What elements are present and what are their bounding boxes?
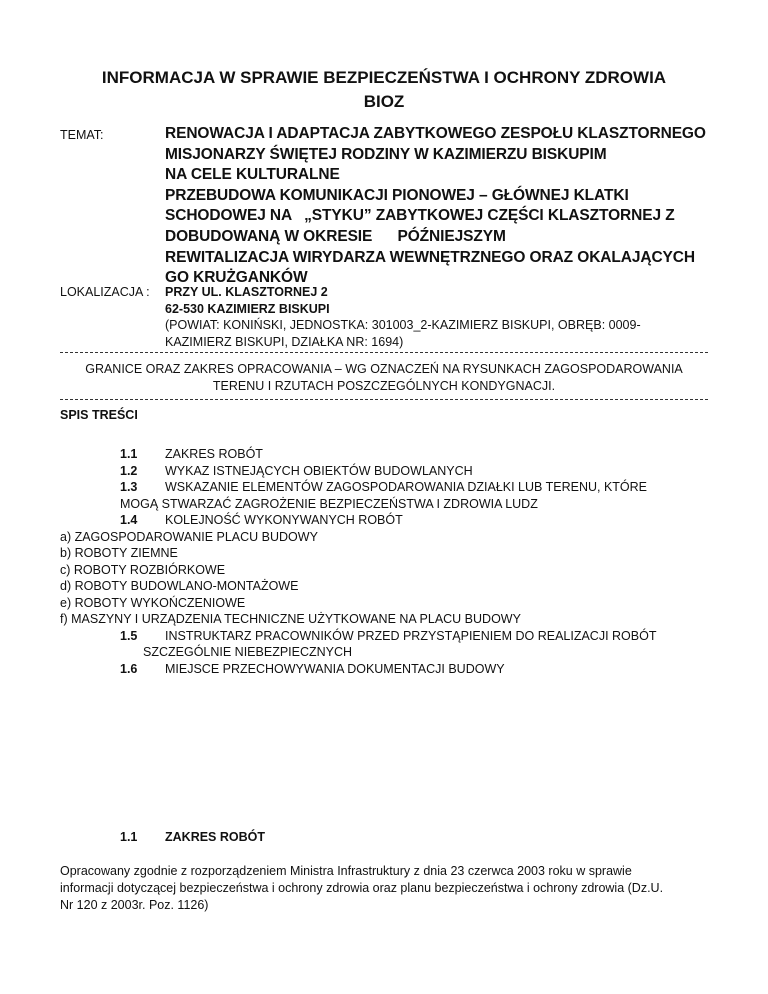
toc-subitem xyxy=(0,529,768,546)
address-detail: (POWIAT: KONIŃSKI, JEDNOSTKA: 301003_2-KAZIMIERZ BISKUPI, OBRĘB: 0009- xyxy=(165,318,641,332)
document-title: INFORMACJA W SPRAWIE BEZPIECZEŃSTWA I OCHRONY ZDROWIA xyxy=(101,68,667,87)
address-city: 62-530 KAZIMIERZ BISKUPI xyxy=(165,301,330,316)
toc-item-label: WYKAZ ISTNEJĄCYCH OBIEKTÓW BUDOWLANYCH xyxy=(165,463,473,478)
temat-line: PRZEBUDOWA KOMUNIKACJI PIONOWEJ – GŁÓWNEJ KLATKI xyxy=(165,186,629,204)
toc-item-label: ZAKRES ROBÓT xyxy=(165,447,263,461)
toc-item-label: WSKAZANIE ELEMENTÓW ZAGOSPODAROWANIA DZIAŁKI LUB TERENU, KTÓRE xyxy=(165,480,648,494)
toc-subitem-label: a) ZAGOSPODAROWANIE PLACU BUDOWY xyxy=(60,529,318,544)
section-paragraph xyxy=(60,863,700,914)
toc-item xyxy=(0,463,768,480)
scope-note-line: GRANICE ORAZ ZAKRES OPRACOWANIA – WG OZNACZEŃ NA RYSUNKACH ZAGOSPODAROWANIA xyxy=(85,362,683,376)
toc-item-label: MIEJSCE PRZECHOWYWANIA DOKUMENTACJI BUDOWY xyxy=(165,661,505,676)
toc-item-number: 1.2 xyxy=(120,463,138,478)
section-number: 1.1 xyxy=(120,830,138,844)
toc-subitem xyxy=(0,611,768,628)
toc-item xyxy=(0,628,768,645)
toc-item-continuation xyxy=(0,644,768,661)
toc-item xyxy=(0,512,768,529)
toc-subitem xyxy=(0,562,768,579)
toc-subitem xyxy=(0,595,768,612)
toc-subitem-label: f) MASZYNY I URZĄDZENIA TECHNICZNE UŻYTKOWANE NA PLACU BUDOWY xyxy=(60,612,521,626)
document-subtitle: BIOZ xyxy=(363,92,405,111)
temat-label: TEMAT: xyxy=(60,128,104,142)
toc-item-continuation xyxy=(0,496,768,513)
address-detail: KAZIMIERZ BISKUPI, DZIAŁKA NR: 1694) xyxy=(165,334,404,349)
toc-item xyxy=(0,479,768,496)
toc-item-number: 1.5 xyxy=(120,628,138,643)
toc-item-number: 1.3 xyxy=(120,480,138,494)
temat-block xyxy=(165,124,706,289)
temat-line: DOBUDOWANĄ W OKRESIE PÓŹNIEJSZYM xyxy=(165,227,506,245)
paragraph-line: Opracowany zgodnie z rozporządzeniem Ministra Infrastruktury z dnia 23 czerwca 2003 roku w sprawie xyxy=(60,864,632,878)
temat-line: SCHODOWEJ NA „STYKU” ZABYTKOWEJ CZĘŚCI KLASZTORNEJ Z xyxy=(165,207,675,225)
toc-subitem xyxy=(0,545,768,562)
table-of-contents xyxy=(0,446,768,677)
toc-item-label: SZCZEGÓLNIE NIEBEZPIECZNYCH xyxy=(143,645,353,659)
section-heading: ZAKRES ROBÓT xyxy=(165,830,265,844)
address-street: PRZY UL. KLASZTORNEJ 2 xyxy=(165,285,328,299)
toc-subitem-label: d) ROBOTY BUDOWLANO-MONTAŻOWE xyxy=(60,579,299,593)
toc-item-label: KOLEJNOŚĆ WYKONYWANYCH ROBÓT xyxy=(165,513,403,527)
toc-title: SPIS TREŚCI xyxy=(60,408,138,422)
temat-line: REWITALIZACJA WIRYDARZA WEWNĘTRZNEGO ORAZ OKALAJĄCYCH xyxy=(165,248,695,266)
temat-line: RENOWACJA I ADAPTACJA ZABYTKOWEGO ZESPOŁU KLASZTORNEGO xyxy=(165,125,706,142)
paragraph-line: Nr 120 z 2003r. Poz. 1126) xyxy=(60,898,209,912)
lokalizacja-label: LOKALIZACJA : xyxy=(60,285,150,299)
toc-subitem-label: c) ROBOTY ROZBIÓRKOWE xyxy=(60,562,226,577)
temat-line: NA CELE KULTURALNE xyxy=(165,166,340,184)
scope-note-line: TERENU I RZUTACH POSZCZEGÓLNYCH KONDYGNACJI. xyxy=(212,378,556,393)
toc-item-number: 1.4 xyxy=(120,513,138,527)
lokalizacja-block xyxy=(165,284,641,350)
toc-subitem xyxy=(0,578,768,595)
temat-line: GO KRUŻGANKÓW xyxy=(165,269,308,287)
toc-item-number: 1.1 xyxy=(120,447,138,461)
scope-note xyxy=(60,361,708,394)
toc-subitem-label: e) ROBOTY WYKOŃCZENIOWE xyxy=(60,595,246,610)
toc-item-number: 1.6 xyxy=(120,661,138,676)
toc-subitem-label: b) ROBOTY ZIEMNE xyxy=(60,546,178,560)
toc-item xyxy=(0,661,768,678)
toc-item-label: INSTRUKTARZ PRACOWNIKÓW PRZED PRZYSTĄPIENIEM DO REALIZACJI ROBÓT xyxy=(165,628,657,643)
paragraph-line: informacji dotyczącej bezpieczeństwa i ochrony zdrowia oraz planu bezpieczeństwa i ochrony zdrowia (Dz.U. xyxy=(60,881,664,895)
dashed-divider xyxy=(60,352,708,353)
toc-item xyxy=(0,446,768,463)
toc-item-label: MOGĄ STWARZAĆ ZAGROŻENIE BEZPIECZEŃSTWA I ZDROWIA LUDZ xyxy=(120,496,538,511)
dashed-divider xyxy=(60,399,708,400)
temat-line: MISJONARZY ŚWIĘTEJ RODZINY W KAZIMIERZU BISKUPIM xyxy=(165,145,607,163)
